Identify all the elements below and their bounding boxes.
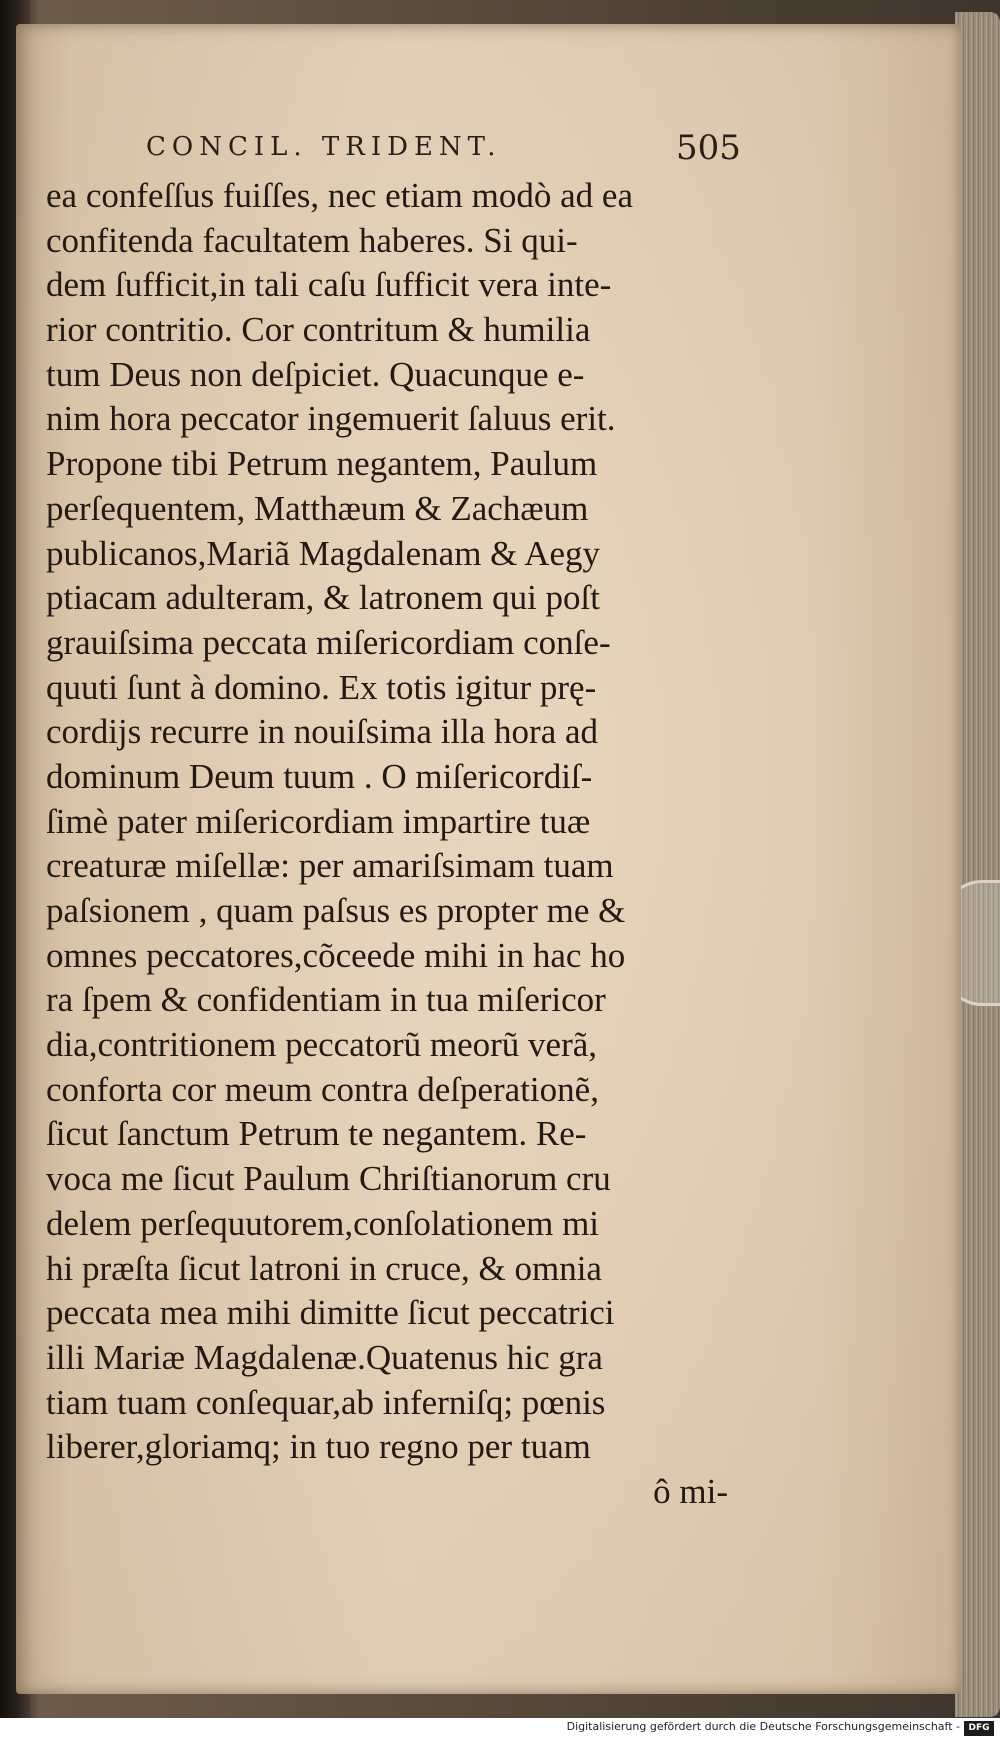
text-line: quuti ſunt à domino. Ex totis igitur prę- [46, 667, 597, 707]
text-line: confitenda facultatem haberes. Si qui- [46, 220, 578, 260]
text-line: paſsionem , quam paſsus es propter me & [46, 891, 626, 930]
catchword: ô mi- [653, 1471, 728, 1511]
text-line: Propone tibi Petrum negantem, Paulum [46, 444, 598, 484]
text-line: nim hora peccator ingemuerit ſaluus erit. [46, 399, 616, 439]
text-line: ſimè pater miſericordiam impartire tuæ [46, 801, 591, 841]
text-line: omnes peccatores,cõceede mihi in hac ho [46, 935, 626, 975]
text-line: conforta cor meum contra deſperationẽ, [46, 1069, 599, 1109]
text-line: perſequentem, Matthæum & Zachæum [46, 488, 589, 528]
text-line: hi præſta ſicut latroni in cruce, & omnia [46, 1248, 602, 1288]
text-line: ea confeſſus fuiſſes, nec etiam modò ad ea [46, 176, 633, 215]
text-line: dia,contritionem peccatorũ meorũ verã, [46, 1025, 598, 1065]
text-line: ra ſpem & confidentiam in tua miſericor [46, 980, 606, 1020]
text-line: tum Deus non deſpiciet. Quacunque e- [46, 354, 585, 394]
running-head: CONCIL. TRIDENT. [146, 132, 502, 162]
text-line: delem perſequutorem,conſolationem mi [46, 1203, 600, 1243]
text-line: ſicut ſanctum Petrum te negantem. Re- [46, 1114, 587, 1154]
text-line: peccata mea mihi dimitte ſicut peccatrici [46, 1293, 615, 1333]
text-line: publicanos,Mariã Magdalenam & Aegy [46, 533, 601, 573]
footer-bar [0, 1718, 1000, 1740]
dfg-logo: DFG [964, 1721, 994, 1736]
funding-credit: Digitalisierung gefördert durch die Deutsche Forschungsgemeinschaft - [566, 1720, 960, 1733]
text-line: ptiacam adulteram, & latronem qui poſt [46, 578, 601, 618]
book-fore-edge [955, 12, 1000, 1717]
text-line: rior contritio. Cor contritum & humilia [46, 310, 591, 350]
text-line: creaturæ miſellæ: per amariſsimam tuam [46, 846, 614, 886]
text-line: dem ſufficit,in tali caſu ſufficit vera inte- [46, 265, 612, 305]
body-text [46, 174, 736, 1515]
text-line: cordijs recurre in nouiſsima illa hora ad [46, 712, 599, 752]
text-line: tiam tuam conſequar,ab inferniſq; pœnis [46, 1382, 606, 1422]
page-sheet [16, 24, 961, 1694]
text-line: liberer,gloriamq; in tuo regno per tuam [46, 1427, 591, 1467]
text-line: dominum Deum tuum . O miſericordiſ- [46, 756, 593, 796]
text-line: voca me ſicut Paulum Chriſtianorum cru [46, 1159, 611, 1199]
page-number: 505 [676, 128, 741, 168]
text-line: grauiſsima peccata miſericordiam conſe- [46, 622, 611, 662]
text-line: illi Mariæ Magdalenæ.Quatenus hic gra [46, 1337, 603, 1377]
